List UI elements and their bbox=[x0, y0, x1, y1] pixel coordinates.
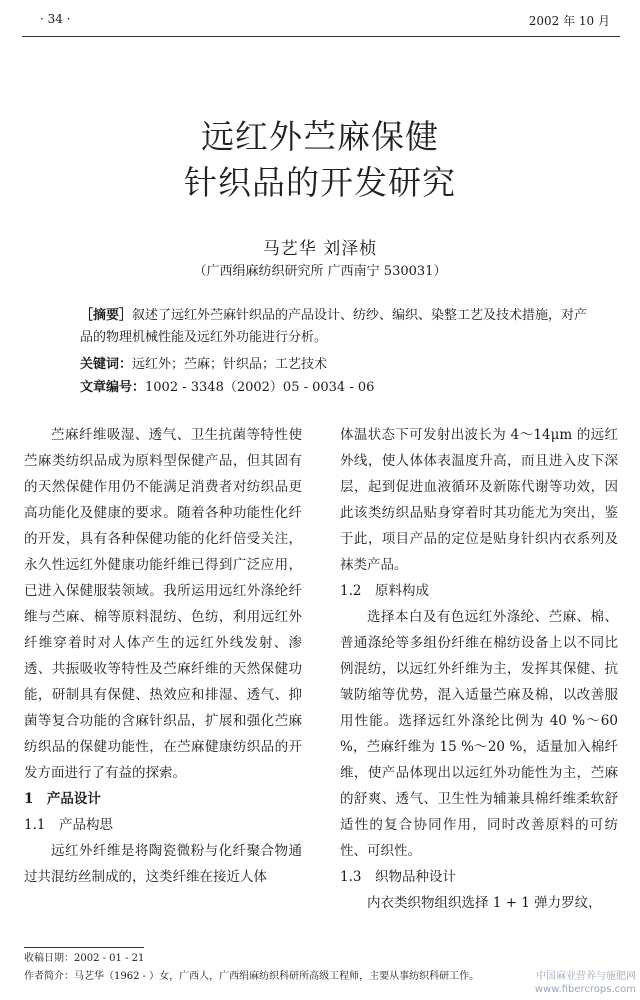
abstract-text: 叙述了远红外苎麻针织品的产品设计、纺纱、编织、染整工艺及技术措施，对产品的物理机械性能及远红外功能进行分析。 bbox=[80, 308, 588, 345]
keywords-text: 远红外；苎麻；针织品；工艺技术 bbox=[132, 357, 328, 372]
footnote-rule bbox=[24, 947, 144, 948]
article-number-text: 1002 - 3348（2002）05 - 0034 - 06 bbox=[145, 380, 375, 395]
right-column bbox=[340, 422, 618, 916]
author-bio: 作者简介：马艺华（1962 - ）女，广西人，广西绢麻纺织科研所高级工程师，主要从事纺织科研工作。 bbox=[24, 971, 480, 982]
section-heading-1-1: 1.1 产品构思 bbox=[24, 817, 113, 833]
section-heading-1-2: 1.2 原料构成 bbox=[340, 583, 429, 599]
paragraph-1-3: 内衣类织物组织选择 1 + 1 弹力罗纹， bbox=[367, 895, 602, 911]
title-line-2: 针织品的开发研究 bbox=[184, 163, 456, 202]
keywords bbox=[80, 353, 600, 372]
watermark-line-2: www.fibercrops.com bbox=[534, 984, 636, 995]
paragraph-continued: 体温状态下可发射出波长为 4～14μm 的远红外线，使人体体表温度升高，而且进入皮下深层，起到促进血液循环及新陈代谢等功效，因此该类纺织品贴身穿着时其功能尤为突出，鉴于此，项目产品的定位是贴身针织内衣系列及袜类产品。 bbox=[340, 427, 618, 573]
received-date: 收稿日期：2002 - 01 - 21 bbox=[24, 953, 145, 964]
watermark-line-1: 中国麻业营养与施肥网 bbox=[536, 971, 636, 982]
left-column bbox=[24, 422, 302, 890]
article-number bbox=[80, 376, 600, 395]
paragraph-1-1: 远红外纤维是将陶瓷微粉与化纤聚合物通过共混纺丝制成的，这类纤维在接近人体 bbox=[24, 843, 302, 885]
section-heading-1-3: 1.3 织物品种设计 bbox=[340, 869, 456, 885]
authors: 马艺华 刘泽桢 bbox=[262, 239, 378, 259]
affiliation: （广西绢麻纺织研究所 广西南宁 530031） bbox=[193, 264, 447, 279]
abstract bbox=[80, 305, 600, 349]
header-rule bbox=[22, 36, 620, 37]
page-number: · 34 · bbox=[40, 12, 71, 26]
article-number-label: 文章编号： bbox=[80, 380, 146, 395]
section-heading-1: 1 产品设计 bbox=[24, 791, 101, 807]
keywords-label: 关键词： bbox=[80, 357, 133, 372]
abstract-label: ［摘要］ bbox=[80, 308, 133, 323]
title-line-1: 远红外苎麻保健 bbox=[201, 117, 439, 156]
intro-paragraph: 苎麻纤维吸湿、透气、卫生抗菌等特性使苎麻类纺织品成为原料型保健产品，但其固有的天然保健作用仍不能满足消费者对纺织品更高功能化及健康的要求。随着各种功能性化纤的开发，具有各种保健功能的化纤倍受关注，永久性远红外健康功能纤维已得到广泛应用，已进入保健服装领域。我所运用远红外涤纶纤维与苎麻、棉等原料混纺、色纺，利用远红外纤维穿着时对人体产生的远红外线发射、渗透、共振吸收等特性及苎麻纤维的天然保健功能，研制具有保健、热效应和排湿、透气、抑菌等复合功能的含麻针织品，扩展和强化苎麻纺织品的保健功能性，在苎麻健康纺织品的开发方面进行了有益的探索。 bbox=[24, 427, 302, 781]
issue-date: 2002 年 10 月 bbox=[528, 14, 610, 28]
paragraph-1-2: 选择本白及有色远红外涤纶、苎麻、棉、普通涤纶等多组份纤维在棉纺设备上以不同比例混纺，以远红外纤维为主，发挥其保健、抗皱防缩等优势，混入适量苎麻及棉，以改善服用性能。选择远红外涤纶比例为 40 %～60 %，苎麻纤维为 15 %～20 %，适量加入棉纤维，使产品体现出以远红外功能性为主，苎麻的舒爽、透气、卫生性为辅兼具棉纤维柔软舒适性的复合协同作用，同时改善原料的可纺性、可织性。 bbox=[340, 609, 618, 859]
watermark bbox=[535, 970, 636, 996]
